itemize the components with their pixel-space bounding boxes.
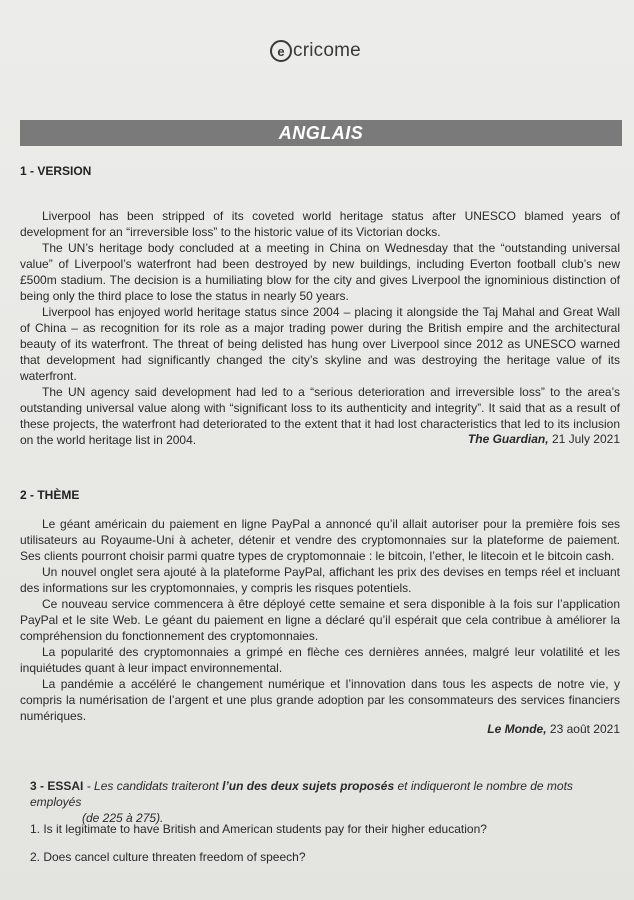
theme-paragraph: Un nouvel onglet sera ajouté à la plateforme PayPal, affichant les prix des devises en temps réel et incluant des informations sur les cryptomonnaies, y compris les risques potentiels. [20, 565, 620, 595]
version-text [20, 208, 620, 448]
version-paragraph: Liverpool has enjoyed world heritage status since 2004 – placing it alongside the Taj Mahal and Great Wall of China – as recognition for its role as a major trading power during the British empire and the architectural beauty of its waterfront. The threat of being delisted has hung over Liverpool since 2012 as UNESCO warned that development had significantly changed the city’s skyline and was destroying the heritage value of its waterfront. [20, 305, 620, 383]
essay-word-count: (de 225 à 275). [82, 811, 164, 825]
theme-section-title: 2 - THÈME [20, 488, 80, 502]
ecricome-logo [270, 36, 361, 66]
essay-instruction-emphasis: l’un des deux sujets proposés [222, 779, 395, 793]
ecricome-logo-text: cricome [293, 40, 361, 61]
version-source-date: 21 July 2021 [551, 432, 620, 446]
essay-header [30, 778, 626, 826]
version-paragraph: Liverpool has been stripped of its coveted world heritage status after UNESCO blamed years of development for an “irreversible loss” to the historic value of its Victorian docks. [20, 209, 620, 239]
theme-paragraph: La pandémie a accéléré le changement numérique et l’innovation dans tous les aspects de notre vie, y compris la numérisation de l’argent et une plus grande adoption par les consommateurs des services financiers numériques. [20, 677, 620, 723]
theme-paragraph: Ce nouveau service commencera à être déployé cette semaine et sera disponible à la fois sur l’application PayPal et le site Web. Le géant du paiement en ligne a déclaré qu’il espérait que cela contribue à améliorer la compréhension du fonctionnement des cryptomonnaies. [20, 597, 620, 643]
essay-instruction-pre: - Les candidats traiteront [83, 779, 223, 793]
theme-source-date: 23 août 2021 [549, 722, 620, 736]
essay-question: 1. Is it legitimate to have British and American students pay for their higher education? [30, 822, 487, 836]
essay-question: 2. Does cancel culture threaten freedom of speech? [30, 850, 306, 864]
subject-banner [20, 120, 622, 146]
essay-instruction-post: et indiqueront le nombre de mots employés [30, 779, 573, 809]
version-paragraph: The UN’s heritage body concluded at a meeting in China on Wednesday that the “outstanding universal value” of Liverpool’s waterfront had been destroyed by new buildings, including Everton football club’s new £500m stadium. The decision is a humiliating blow for the city and gives Liverpool the ignominious distinction of being only the third place to lose the status in nearly 50 years. [20, 241, 620, 303]
theme-paragraph: La popularité des cryptomonnaies a grimpé en flèche ces dernières années, malgré leur volatilité et les inquiétudes quant à leur impact environnemental. [20, 645, 620, 675]
version-source-name: The Guardian, [467, 432, 549, 446]
version-section-title: 1 - VERSION [20, 164, 92, 178]
version-source [468, 432, 620, 446]
theme-paragraph: Le géant américain du paiement en ligne PayPal a annoncé qu’il allait autoriser pour la première fois ses utilisateurs au Royaume-Uni à acheter, détenir et vendre des cryptomonnaies sur la plateforme de paiement. Ses clients pourront choisir parmi quatre types de cryptomonnaie : le bitcoin, l’ether, le litecoin et le bitcoin cash. [20, 517, 620, 563]
theme-source [487, 722, 620, 736]
theme-source-name: Le Monde, [487, 722, 547, 736]
ecricome-logo-icon: e [270, 40, 292, 62]
subject-title: ANGLAIS [278, 122, 364, 143]
essay-section-title: 3 - ESSAI [30, 779, 84, 793]
version-paragraph: The UN agency said development had led to a “serious deterioration and irreversible loss” to the area’s outstanding universal value along with “significant loss to its authenticity and integrity”. It said that as a result of these projects, the waterfront had deteriorated to the extent that it had lost characteristics that led to its inclusion on the world heritage list in 2004. [20, 385, 620, 447]
theme-text [20, 516, 620, 724]
